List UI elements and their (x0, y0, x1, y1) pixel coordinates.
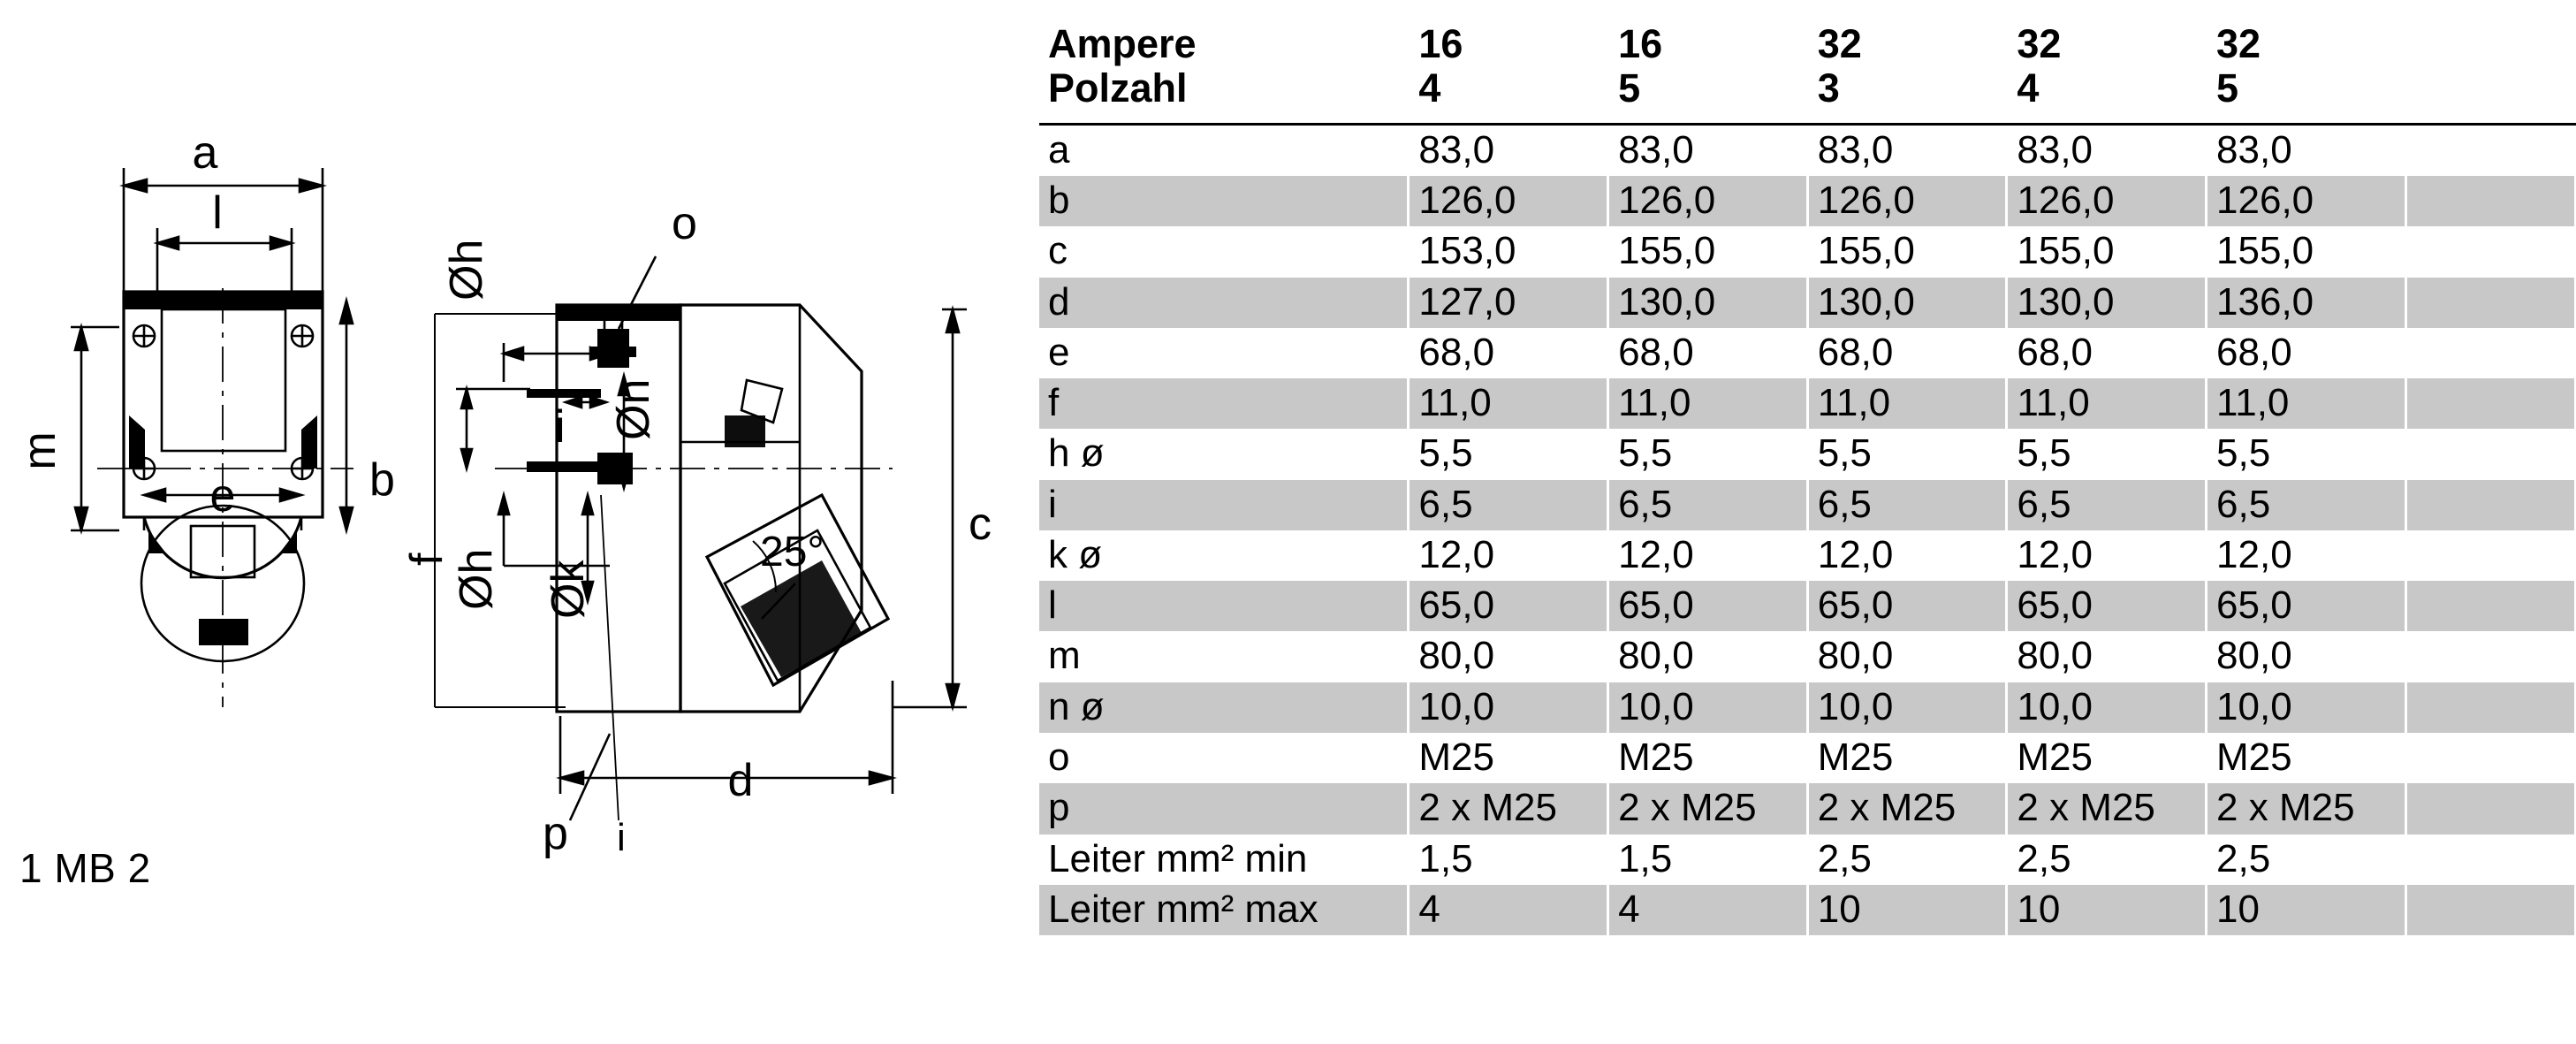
row-value: 83,0 (2207, 124, 2406, 176)
row-tail (2405, 429, 2575, 479)
header-polzahl-4: 4 (2007, 66, 2207, 115)
header-polzahl-tail (2405, 66, 2575, 115)
row-value: 11,0 (1608, 378, 1808, 429)
callout-l: l (212, 187, 223, 239)
row-value: 68,0 (1807, 328, 2007, 378)
row-value: 11,0 (2007, 378, 2207, 429)
row-value: 80,0 (2207, 631, 2406, 682)
row-value: 68,0 (2207, 328, 2406, 378)
row-value: 65,0 (1807, 581, 2007, 631)
row-tail (2405, 328, 2575, 378)
dim-b-line (340, 301, 353, 530)
row-value: 126,0 (1608, 176, 1808, 226)
row-value: 12,0 (1409, 530, 1608, 581)
row-value: 4 (1608, 885, 1808, 935)
row-value: 6,5 (1807, 480, 2007, 530)
row-value: 80,0 (1608, 631, 1808, 682)
row-value: 80,0 (1409, 631, 1608, 682)
row-value: 2,5 (2007, 834, 2207, 885)
row-value: 12,0 (2007, 530, 2207, 581)
row-value: M25 (1807, 733, 2007, 783)
row-value: 11,0 (1409, 378, 1608, 429)
row-value: 83,0 (2007, 124, 2207, 176)
table-row (1039, 631, 2576, 682)
row-value: 80,0 (2007, 631, 2207, 682)
header-ampere-tail (2405, 19, 2575, 66)
row-value: 1,5 (1608, 834, 1808, 885)
row-label: m (1039, 631, 1409, 682)
row-tail (2405, 885, 2575, 935)
header-polzahl-5: 5 (2207, 66, 2406, 115)
row-value: 12,0 (1608, 530, 1808, 581)
row-value: 68,0 (1409, 328, 1608, 378)
row-value: 12,0 (2207, 530, 2406, 581)
row-value: 10 (2207, 885, 2406, 935)
callout-f: f (401, 552, 452, 566)
row-value: 68,0 (1608, 328, 1808, 378)
callout-i-upper: i (555, 401, 566, 453)
row-value: 65,0 (2007, 581, 2207, 631)
row-label: e (1039, 328, 1409, 378)
row-tail (2405, 278, 2575, 328)
callout-diam-n: Øn (608, 378, 659, 440)
callout-diam-h-upper: Øh (441, 239, 492, 301)
row-value: 11,0 (2207, 378, 2406, 429)
callout-diam-k: Øk (543, 560, 594, 619)
row-value: 4 (1409, 885, 1608, 935)
row-tail (2405, 834, 2575, 885)
row-value: 2 x M25 (1409, 783, 1608, 834)
header-separator-rule (1039, 116, 2576, 125)
row-value: 2,5 (1807, 834, 2007, 885)
row-value: 83,0 (1608, 124, 1808, 176)
header-polzahl-1: 4 (1409, 66, 1608, 115)
table-row (1039, 682, 2576, 733)
row-value: 1,5 (1409, 834, 1608, 885)
table-row (1039, 733, 2576, 783)
table-row (1039, 124, 2576, 176)
dim-i-line (566, 397, 606, 408)
technical-drawing (0, 0, 1025, 1044)
row-value: 10,0 (1608, 682, 1808, 733)
row-value: 2 x M25 (2207, 783, 2406, 834)
callout-e: e (209, 470, 236, 522)
row-label: b (1039, 176, 1409, 226)
row-value: 83,0 (1807, 124, 2007, 176)
header-ampere-1: 16 (1409, 19, 1608, 66)
callout-p: p (543, 808, 568, 859)
row-label: h ø (1039, 429, 1409, 479)
dim-d-line (560, 681, 893, 794)
row-tail (2405, 783, 2575, 834)
row-value: 80,0 (1807, 631, 2007, 682)
drawing-reference-label: 1 MB 2 (19, 845, 151, 891)
row-tail (2405, 631, 2575, 682)
table-row (1039, 480, 2576, 530)
callout-d: d (727, 755, 754, 806)
row-value: M25 (1608, 733, 1808, 783)
row-value: 68,0 (2007, 328, 2207, 378)
row-value: 65,0 (1409, 581, 1608, 631)
row-value: 10,0 (1807, 682, 2007, 733)
row-value: 6,5 (2007, 480, 2207, 530)
drawing-canvas (0, 0, 1025, 1044)
row-value: 10,0 (2007, 682, 2207, 733)
header-label-ampere: Ampere (1039, 19, 1409, 66)
row-label: f (1039, 378, 1409, 429)
row-value: 130,0 (2007, 278, 2207, 328)
dimension-table-pane (1025, 0, 2576, 1044)
leader-i-lower (601, 495, 619, 820)
callout-o: o (672, 198, 697, 249)
cable-gland-top (590, 318, 636, 368)
table-row (1039, 783, 2576, 834)
row-value: 155,0 (1608, 226, 1808, 277)
row-label: a (1039, 124, 1409, 176)
table-row (1039, 328, 2576, 378)
dim-c-line (893, 309, 967, 707)
row-value: 5,5 (1409, 429, 1608, 479)
row-tail (2405, 733, 2575, 783)
row-tail (2405, 682, 2575, 733)
row-label: i (1039, 480, 1409, 530)
table-row (1039, 429, 2576, 479)
row-value: 83,0 (1409, 124, 1608, 176)
row-value: 10 (1807, 885, 2007, 935)
table-header-ampere (1039, 19, 2576, 66)
callout-diam-h-lower: Øh (451, 548, 502, 610)
callout-i-lower: i (617, 816, 626, 859)
row-value: 130,0 (1807, 278, 2007, 328)
row-value: 155,0 (1807, 226, 2007, 277)
row-value: 10 (2007, 885, 2207, 935)
header-ampere-2: 16 (1608, 19, 1808, 66)
table-row (1039, 834, 2576, 885)
row-value: 155,0 (2007, 226, 2207, 277)
callout-m: m (14, 431, 65, 470)
row-value: 136,0 (2207, 278, 2406, 328)
row-tail (2405, 378, 2575, 429)
callout-c: c (969, 499, 992, 550)
row-label: c (1039, 226, 1409, 277)
row-value: 6,5 (1608, 480, 1808, 530)
header-ampere-5: 32 (2207, 19, 2406, 66)
row-value: 5,5 (1608, 429, 1808, 479)
row-value: 126,0 (2207, 176, 2406, 226)
callout-b: b (369, 454, 395, 506)
row-tail (2405, 226, 2575, 277)
row-value: 65,0 (2207, 581, 2406, 631)
row-value: 155,0 (2207, 226, 2406, 277)
dim-m-line (71, 327, 119, 530)
table-row (1039, 226, 2576, 277)
row-value: 126,0 (2007, 176, 2207, 226)
row-value: 2 x M25 (1608, 783, 1808, 834)
callout-angle: 25° (760, 529, 824, 575)
row-label: n ø (1039, 682, 1409, 733)
row-value: 126,0 (1409, 176, 1608, 226)
table-row (1039, 378, 2576, 429)
row-tail (2405, 581, 2575, 631)
row-value: 11,0 (1807, 378, 2007, 429)
row-value: M25 (2207, 733, 2406, 783)
row-value: 127,0 (1409, 278, 1608, 328)
row-label: Leiter mm² min (1039, 834, 1409, 885)
row-value: 6,5 (1409, 480, 1608, 530)
row-label: d (1039, 278, 1409, 328)
row-value: 12,0 (1807, 530, 2007, 581)
row-value: 2 x M25 (1807, 783, 2007, 834)
row-value: 126,0 (1807, 176, 2007, 226)
row-tail (2405, 530, 2575, 581)
row-value: 130,0 (1608, 278, 1808, 328)
table-row (1039, 885, 2576, 935)
row-value: 10,0 (1409, 682, 1608, 733)
table-row (1039, 278, 2576, 328)
row-value: 5,5 (1807, 429, 2007, 479)
row-value: 5,5 (2007, 429, 2207, 479)
table-row (1039, 530, 2576, 581)
dim-diam-h-lower (498, 495, 610, 566)
row-label: p (1039, 783, 1409, 834)
header-label-polzahl: Polzahl (1039, 66, 1409, 115)
row-tail (2405, 480, 2575, 530)
row-tail (2405, 176, 2575, 226)
row-label: o (1039, 733, 1409, 783)
row-value: 10,0 (2207, 682, 2406, 733)
dimension-table (1039, 19, 2576, 935)
header-polzahl-3: 3 (1807, 66, 2007, 115)
row-label: k ø (1039, 530, 1409, 581)
row-value: 5,5 (2207, 429, 2406, 479)
header-ampere-3: 32 (1807, 19, 2007, 66)
header-ampere-4: 32 (2007, 19, 2207, 66)
dim-l-line (157, 228, 292, 301)
row-value: 2,5 (2207, 834, 2406, 885)
row-value: 2 x M25 (2007, 783, 2207, 834)
row-value: 65,0 (1608, 581, 1808, 631)
callout-a: a (192, 127, 218, 179)
row-value: 6,5 (2207, 480, 2406, 530)
table-header-polzahl (1039, 66, 2576, 115)
row-value: 153,0 (1409, 226, 1608, 277)
dim-f-line (456, 389, 530, 469)
header-polzahl-2: 5 (1608, 66, 1808, 115)
row-value: M25 (1409, 733, 1608, 783)
row-tail (2405, 124, 2575, 176)
row-label: l (1039, 581, 1409, 631)
table-row (1039, 581, 2576, 631)
row-label: Leiter mm² max (1039, 885, 1409, 935)
row-value: M25 (2007, 733, 2207, 783)
table-row (1039, 176, 2576, 226)
